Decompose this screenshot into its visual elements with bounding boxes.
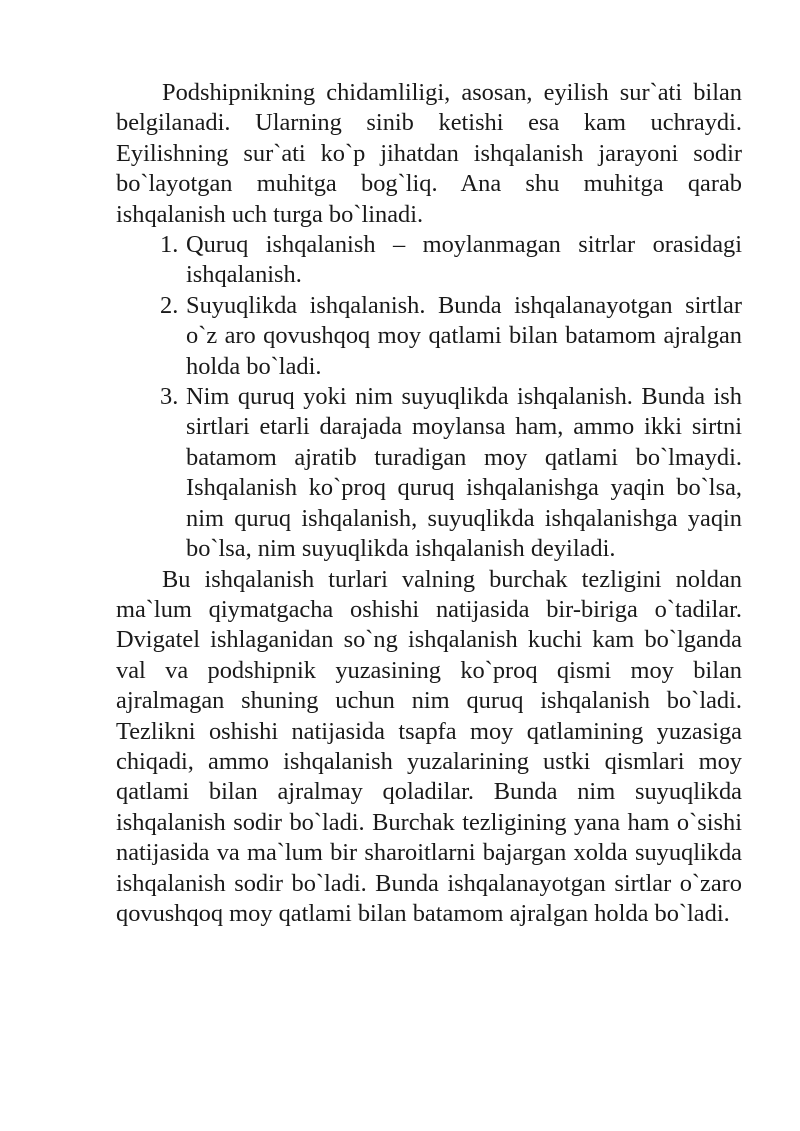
list-item-2 (116, 291, 742, 382)
list-item-number: 3. (160, 383, 179, 411)
document-page (116, 78, 742, 929)
list-item-text: Nim quruq yoki nim suyuqlikda ishqalanish. Bunda ish sirtlari etarli darajada moylansa ham, ammo ikki sirtni batamom ajratib turadigan moy qatlami bo`lmaydi. Ishqalanish ko`proq quruq ishqalanishga yaqin bo`lsa, nim quruq ishqalanish, suyuqlikda ishqalanishga yaqin bo`lsa, nim suyuqlikda ishqalanish deyiladi. (186, 383, 742, 563)
list-item-3 (116, 382, 742, 564)
list-item-number: 1. (160, 231, 179, 259)
intro-paragraph: Podshipnikning chidamliligi, asosan, eyilish sur`ati bilan belgilanadi. Ularning sinib ketishi esa kam uchraydi. Eyilishning sur`ati ko`p jihatdan ishqalanish jarayoni sodir bo`layotgan muhitga bog`liq. Ana shu muhitga qarab ishqalanish uch turga bo`linadi. (116, 79, 742, 228)
list-item-text: Suyuqlikda ishqalanish. Bunda ishqalanayotgan sirtlar o`z aro qovushqoq moy qatlami bilan batamom ajralgan holda bo`ladi. (186, 291, 742, 380)
friction-types-list (116, 230, 742, 564)
outro-paragraph: Bu ishqalanish turlari valning burchak tezligini noldan ma`lum qiymatgacha oshishi natijasida bir-biriga o`tadilar. Dvigatel ishlaganidan so`ng ishqalanish kuchi kam bo`lganda val va podshipnik yuzasining ko`proq qismi moy bilan ajralmagan shuning uchun nim quruq ishqalanish bo`ladi. Tezlikni oshishi natijasida tsapfa moy qatlamining yuzasiga chiqadi, ammo ishqalanish yuzalarining ustki qismlari moy qatlami bilan ajralmay qoladilar. Bunda nim suyuqlikda ishqalanish sodir bo`ladi. Burchak tezligining yana ham o`sishi natijasida va ma`lum bir sharoitlarni bajargan xolda suyuqlikda ishqalanish sodir bo`ladi. Bunda ishqalanayotgan sirtlar o`zaro qovushqoq moy qatlami bilan batamom ajralgan holda bo`ladi. (116, 565, 742, 927)
list-item-1 (116, 230, 742, 291)
list-item-text: Quruq ishqalanish – moylanmagan sitrlar orasidagi ishqalanish. (186, 231, 742, 289)
list-item-number: 2. (160, 291, 179, 319)
